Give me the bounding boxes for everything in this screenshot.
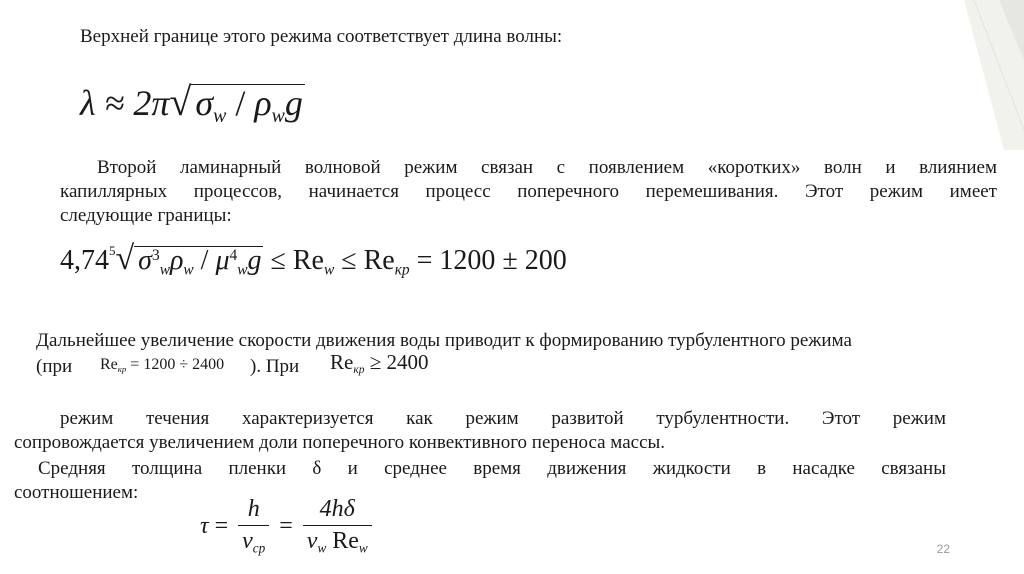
inline-formula-re-range: $Re_{кр} = 1200 \div 2400$ — [100, 356, 225, 375]
formula-residence-time: τ = $\frac{h}{v_{cp}}$ = $\frac{4h\delta}{\nu_w Re_w}$ — [200, 496, 376, 557]
paragraph-3-pre: (при — [36, 356, 73, 377]
paragraph-2-line-2: капиллярных процессов, начинается процесс поперечного перемешивания. Этот режим имеет — [60, 181, 997, 202]
paragraph-3-mid: ). При — [250, 356, 300, 377]
paragraph-5-line-1: Средняя толщина пленки δ и среднее время движения жидкости в насадке связаны — [38, 458, 946, 479]
paragraph-1: Верхней границе этого режима соответствует длина волны: — [80, 26, 563, 47]
paragraph-3-line-1: Дальнейшее увеличение скорости движения воды приводит к формированию турбулентного режима — [36, 330, 852, 351]
paragraph-4-line-2: сопровождается увеличением доли поперечного конвективного переноса массы. — [14, 432, 666, 453]
paragraph-2-line-3: следующие границы: — [60, 205, 232, 226]
paragraph-4-line-1: режим течения характеризуется как режим развитой турбулентности. Этот режим — [60, 408, 946, 429]
formula-wavelength: λ ≈ 2π√ $\sigma_w / \rho_wg$ — [80, 79, 303, 127]
paragraph-5-line-2: соотношением: — [14, 482, 139, 503]
paragraph-2-line-1: Второй ламинарный волновой режим связан с появлением «коротких» волн и влиянием — [97, 157, 997, 178]
corner-decoration — [904, 0, 1024, 150]
inline-formula-re-critical: $Re_{кр} \ge 2400$ — [330, 350, 429, 377]
page-number: 22 — [936, 542, 950, 556]
formula-laminar-bounds: 4,74$^5$√ $\sigma^3_w\rho_w / \mu^4_wg \le Re_w \le Re_{кр} = 1200 \pm 200$ — [60, 240, 567, 279]
